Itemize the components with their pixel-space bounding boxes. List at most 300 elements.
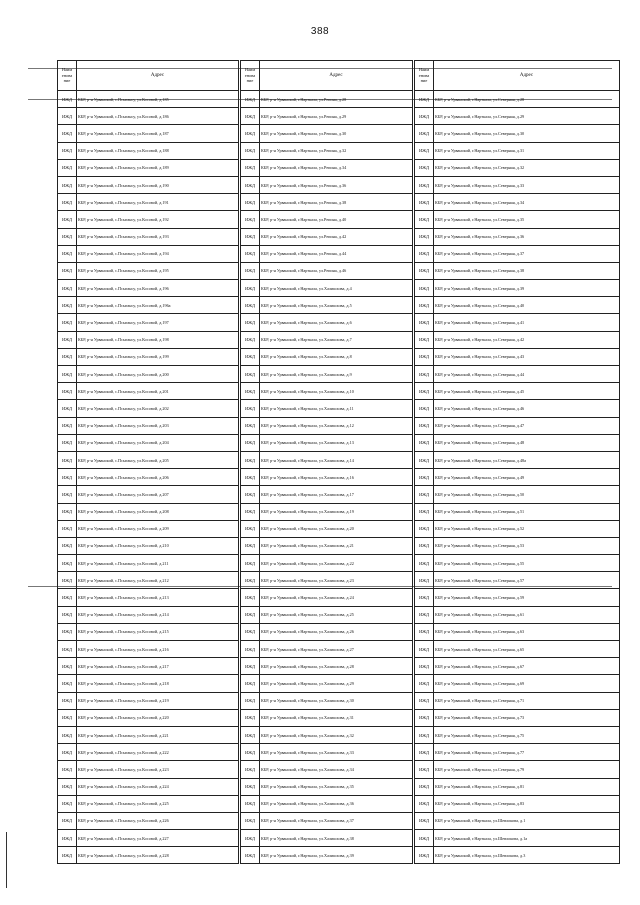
type-cell: ИЖД: [241, 555, 260, 572]
type-cell: ИЖД: [58, 469, 77, 486]
type-cell: ИЖД: [58, 176, 77, 193]
table-row: [58, 812, 239, 829]
address-cell: КБР, р-н Урванский, г.Нарткала, ул.Северная, д.67: [434, 658, 620, 675]
type-cell: ИЖД: [241, 228, 260, 245]
table-row: [241, 417, 413, 434]
address-cell: КБР, р-н Урванский, г.Нарткала, ул.Репина, д.46: [260, 262, 413, 279]
address-cell: КБР, р-н Урванский, с.Псыгансу, ул.Косовой, д.203: [77, 417, 239, 434]
type-cell: ИЖД: [415, 761, 434, 778]
address-cell: КБР, р-н Урванский, г.Нарткала, ул.Халишхова, д.6: [260, 314, 413, 331]
address-cell: КБР, р-н Урванский, г.Нарткала, ул.Халишхова, д.31: [260, 709, 413, 726]
address-cell: КБР, р-н Урванский, с.Псыгансу, ул.Косовой, д.186: [77, 108, 239, 125]
address-cell: КБР, р-н Урванский, с.Псыгансу, ул.Косовой, д.222: [77, 744, 239, 761]
address-cell: КБР, р-н Урванский, с.Псыгансу, ул.Косовой, д.214: [77, 606, 239, 623]
table-row: [415, 830, 620, 847]
type-cell: ИЖД: [58, 280, 77, 297]
address-cell: КБР, р-н Урванский, г.Нарткала, ул.Халишхова, д.32: [260, 726, 413, 743]
address-cell: КБР, р-н Урванский, с.Псыгансу, ул.Косовой, д.195: [77, 262, 239, 279]
address-cell: КБР, р-н Урванский, с.Псыгансу, ул.Косовой, д.226: [77, 812, 239, 829]
address-tables: [57, 60, 620, 860]
type-cell: ИЖД: [415, 176, 434, 193]
type-cell: ИЖД: [415, 383, 434, 400]
address-table-1: [57, 60, 239, 864]
address-cell: КБР, р-н Урванский, г.Нарткала, ул.Северная, д.49: [434, 469, 620, 486]
type-cell: ИЖД: [58, 709, 77, 726]
table-row: [241, 692, 413, 709]
type-cell: ИЖД: [58, 91, 77, 108]
address-cell: КБР, р-н Урванский, г.Нарткала, ул.Северная, д.41: [434, 314, 620, 331]
address-cell: КБР, р-н Урванский, с.Псыгансу, ул.Косовой, д.224: [77, 778, 239, 795]
type-cell: ИЖД: [415, 469, 434, 486]
table-row: [58, 726, 239, 743]
table-row: [415, 692, 620, 709]
type-cell: ИЖД: [241, 675, 260, 692]
table-row: [415, 434, 620, 451]
table-row: [58, 555, 239, 572]
address-cell: КБР, р-н Урванский, с.Псыгансу, ул.Косовой, д.217: [77, 658, 239, 675]
address-cell: КБР, р-н Урванский, с.Псыгансу, ул.Косовой, д.190: [77, 176, 239, 193]
table-row: [241, 795, 413, 812]
table-header-row: [241, 61, 413, 91]
type-cell: ИЖД: [241, 176, 260, 193]
type-cell: ИЖД: [241, 641, 260, 658]
table-row: [415, 778, 620, 795]
type-cell: ИЖД: [58, 830, 77, 847]
type-cell: ИЖД: [415, 194, 434, 211]
table-row: [415, 812, 620, 829]
type-cell: ИЖД: [415, 262, 434, 279]
type-cell: ИЖД: [241, 503, 260, 520]
table-row: [415, 469, 620, 486]
table-row: [241, 142, 413, 159]
type-cell: ИЖД: [58, 348, 77, 365]
address-cell: КБР, р-н Урванский, г.Нарткала, ул.Северная, д.50: [434, 486, 620, 503]
type-cell: ИЖД: [241, 726, 260, 743]
table-row: [415, 761, 620, 778]
type-cell: ИЖД: [241, 709, 260, 726]
address-cell: КБР, р-н Урванский, г.Нарткала, ул.Северная, д.83: [434, 795, 620, 812]
table-row: [415, 641, 620, 658]
address-cell: КБР, р-н Урванский, г.Нарткала, ул.Северная, д.39: [434, 280, 620, 297]
type-cell: ИЖД: [415, 812, 434, 829]
type-cell: ИЖД: [58, 314, 77, 331]
type-cell: ИЖД: [415, 726, 434, 743]
table-row: [415, 262, 620, 279]
type-cell: ИЖД: [415, 108, 434, 125]
type-cell: ИЖД: [58, 726, 77, 743]
address-cell: КБР, р-н Урванский, г.Нарткала, ул.Халишхова, д.10: [260, 383, 413, 400]
address-cell: КБР, р-н Урванский, с.Псыгансу, ул.Косовой, д.206: [77, 469, 239, 486]
address-cell: КБР, р-н Урванский, г.Нарткала, ул.Халишхова, д.7: [260, 331, 413, 348]
address-cell: КБР, р-н Урванский, г.Нарткала, ул.Репина, д.28: [260, 91, 413, 108]
table-row: [58, 641, 239, 658]
table-row: [241, 847, 413, 864]
table-row: [241, 383, 413, 400]
type-cell: ИЖД: [241, 744, 260, 761]
table-row: [58, 503, 239, 520]
table-row: [58, 228, 239, 245]
table-row: [415, 589, 620, 606]
type-cell: ИЖД: [58, 537, 77, 554]
type-cell: ИЖД: [415, 830, 434, 847]
type-cell: ИЖД: [58, 125, 77, 142]
address-cell: КБР, р-н Урванский, г.Нарткала, ул.Халишхова, д.38: [260, 830, 413, 847]
type-cell: ИЖД: [241, 830, 260, 847]
table-row: [241, 108, 413, 125]
type-cell: ИЖД: [415, 606, 434, 623]
address-cell: КБР, р-н Урванский, г.Нарткала, ул.Репина, д.42: [260, 228, 413, 245]
type-cell: ИЖД: [241, 692, 260, 709]
table-row: [415, 400, 620, 417]
address-cell: КБР, р-н Урванский, г.Нарткала, ул.Северная, д.55: [434, 555, 620, 572]
type-cell: ИЖД: [58, 417, 77, 434]
address-cell: КБР, р-н Урванский, с.Псыгансу, ул.Косовой, д.204: [77, 434, 239, 451]
table-row: [58, 606, 239, 623]
type-cell: ИЖД: [241, 108, 260, 125]
type-cell: ИЖД: [241, 91, 260, 108]
table-row: [415, 125, 620, 142]
type-cell: ИЖД: [415, 675, 434, 692]
address-cell: КБР, р-н Урванский, г.Нарткала, ул.Северная, д.52: [434, 520, 620, 537]
address-cell: КБР, р-н Урванский, с.Псыгансу, ул.Косовой, д.208: [77, 503, 239, 520]
table-row: [58, 520, 239, 537]
table-row: [58, 451, 239, 468]
type-cell: ИЖД: [241, 778, 260, 795]
address-column-header: Адрес: [434, 61, 620, 91]
address-column-header: Адрес: [77, 61, 239, 91]
table-row: [241, 245, 413, 262]
table-row: [58, 486, 239, 503]
address-cell: КБР, р-н Урванский, г.Нарткала, ул.Северная, д.48а: [434, 451, 620, 468]
address-cell: КБР, р-н Урванский, г.Нарткала, ул.Северная, д.40: [434, 297, 620, 314]
table-row: [58, 297, 239, 314]
address-cell: КБР, р-н Урванский, г.Нарткала, ул.Северная, д.71: [434, 692, 620, 709]
address-cell: КБР, р-н Урванский, г.Нарткала, ул.Халишхова, д.34: [260, 761, 413, 778]
address-cell: КБР, р-н Урванский, г.Нарткала, ул.Северная, д.65: [434, 641, 620, 658]
type-cell: ИЖД: [58, 520, 77, 537]
address-cell: КБР, р-н Урванский, с.Псыгансу, ул.Косовой, д.228: [77, 847, 239, 864]
type-cell: ИЖД: [58, 744, 77, 761]
table-row: [58, 194, 239, 211]
table-row: [58, 211, 239, 228]
type-cell: ИЖД: [415, 400, 434, 417]
address-cell: КБР, р-н Урванский, г.Нарткала, ул.Северная, д.46: [434, 400, 620, 417]
type-cell: ИЖД: [58, 572, 77, 589]
table-row: [241, 812, 413, 829]
type-cell: ИЖД: [415, 331, 434, 348]
type-cell: ИЖД: [241, 194, 260, 211]
type-cell: ИЖД: [241, 417, 260, 434]
address-cell: КБР, р-н Урванский, г.Нарткала, ул.Северная, д.38: [434, 262, 620, 279]
type-cell: ИЖД: [241, 658, 260, 675]
table-row: [58, 675, 239, 692]
type-cell: ИЖД: [58, 555, 77, 572]
address-cell: КБР, р-н Урванский, г.Нарткала, ул.Халишхова, д.19: [260, 503, 413, 520]
address-cell: КБР, р-н Урванский, г.Нарткала, ул.Шевлокова, д.3: [434, 847, 620, 864]
address-cell: КБР, р-н Урванский, г.Нарткала, ул.Шевлокова, д.1а: [434, 830, 620, 847]
address-cell: КБР, р-н Урванский, г.Нарткала, ул.Северная, д.47: [434, 417, 620, 434]
type-cell: ИЖД: [58, 142, 77, 159]
table-row: [58, 383, 239, 400]
address-cell: КБР, р-н Урванский, г.Нарткала, ул.Северная, д.73: [434, 709, 620, 726]
table-row: [415, 194, 620, 211]
address-cell: КБР, р-н Урванский, г.Нарткала, ул.Северная, д.63: [434, 623, 620, 640]
address-cell: КБР, р-н Урванский, с.Псыгансу, ул.Косовой, д.192: [77, 211, 239, 228]
table-row: [415, 297, 620, 314]
type-cell: ИЖД: [58, 658, 77, 675]
table-row: [241, 194, 413, 211]
address-cell: КБР, р-н Урванский, г.Нарткала, ул.Халишхова, д.36: [260, 795, 413, 812]
address-cell: КБР, р-н Урванский, г.Нарткала, ул.Северная, д.30: [434, 125, 620, 142]
table-row: [241, 641, 413, 658]
address-cell: КБР, р-н Урванский, с.Псыгансу, ул.Косовой, д.207: [77, 486, 239, 503]
table-row: [241, 589, 413, 606]
table-row: [241, 348, 413, 365]
address-cell: КБР, р-н Урванский, с.Псыгансу, ул.Косовой, д.196: [77, 280, 239, 297]
table-row: [241, 400, 413, 417]
type-cell: ИЖД: [415, 795, 434, 812]
address-cell: КБР, р-н Урванский, с.Псыгансу, ул.Косовой, д.198: [77, 331, 239, 348]
table-row: [241, 331, 413, 348]
table-row: [241, 520, 413, 537]
type-cell: ИЖД: [415, 91, 434, 108]
table-row: [415, 245, 620, 262]
address-cell: КБР, р-н Урванский, г.Нарткала, ул.Северная, д.28: [434, 91, 620, 108]
address-cell: КБР, р-н Урванский, г.Нарткала, ул.Халишхова, д.33: [260, 744, 413, 761]
table-row: [58, 314, 239, 331]
table-row: [58, 108, 239, 125]
table-row: [415, 744, 620, 761]
type-cell: ИЖД: [241, 331, 260, 348]
type-cell: ИЖД: [415, 348, 434, 365]
type-cell: ИЖД: [58, 641, 77, 658]
type-cell: ИЖД: [415, 451, 434, 468]
type-cell: ИЖД: [58, 589, 77, 606]
table-row: [58, 91, 239, 108]
page-number: 388: [310, 26, 330, 37]
type-cell: ИЖД: [58, 486, 77, 503]
type-cell: ИЖД: [415, 589, 434, 606]
address-cell: КБР, р-н Урванский, г.Нарткала, ул.Репина, д.40: [260, 211, 413, 228]
table-header-row: [415, 61, 620, 91]
address-cell: КБР, р-н Урванский, г.Нарткала, ул.Халишхова, д.5: [260, 297, 413, 314]
type-cell: ИЖД: [415, 572, 434, 589]
address-column-header: Адрес: [260, 61, 413, 91]
address-cell: КБР, р-н Урванский, с.Псыгансу, ул.Косовой, д.196а: [77, 297, 239, 314]
address-cell: КБР, р-н Урванский, г.Нарткала, ул.Халишхова, д.24: [260, 589, 413, 606]
table-row: [58, 537, 239, 554]
address-cell: КБР, р-н Урванский, г.Нарткала, ул.Халишхова, д.14: [260, 451, 413, 468]
type-cell: ИЖД: [415, 159, 434, 176]
table-row: [58, 469, 239, 486]
address-cell: КБР, р-н Урванский, г.Нарткала, ул.Северная, д.81: [434, 778, 620, 795]
type-cell: ИЖД: [415, 778, 434, 795]
type-cell: ИЖД: [58, 761, 77, 778]
table-row: [415, 486, 620, 503]
address-cell: КБР, р-н Урванский, г.Нарткала, ул.Северная, д.57: [434, 572, 620, 589]
type-cell: ИЖД: [415, 537, 434, 554]
table-row: [241, 469, 413, 486]
table-row: [241, 761, 413, 778]
address-cell: КБР, р-н Урванский, с.Псыгансу, ул.Косовой, д.219: [77, 692, 239, 709]
type-cell: ИЖД: [415, 555, 434, 572]
type-cell: ИЖД: [58, 211, 77, 228]
address-cell: КБР, р-н Урванский, с.Псыгансу, ул.Косовой, д.199: [77, 348, 239, 365]
table-row: [58, 262, 239, 279]
type-column-header: Наим енова ние: [58, 61, 77, 91]
type-cell: ИЖД: [415, 847, 434, 864]
table-row: [415, 623, 620, 640]
table-row: [415, 159, 620, 176]
address-cell: КБР, р-н Урванский, г.Нарткала, ул.Халишхова, д.4: [260, 280, 413, 297]
address-cell: КБР, р-н Урванский, г.Нарткала, ул.Северная, д.34: [434, 194, 620, 211]
table-row: [241, 744, 413, 761]
address-cell: КБР, р-н Урванский, г.Нарткала, ул.Халишхова, д.35: [260, 778, 413, 795]
type-cell: ИЖД: [241, 434, 260, 451]
type-cell: ИЖД: [241, 572, 260, 589]
table-row: [241, 176, 413, 193]
address-table-2: [240, 60, 413, 864]
type-cell: ИЖД: [58, 623, 77, 640]
table-row: [58, 847, 239, 864]
type-cell: ИЖД: [58, 108, 77, 125]
address-cell: КБР, р-н Урванский, г.Нарткала, ул.Северная, д.36: [434, 228, 620, 245]
address-cell: КБР, р-н Урванский, с.Псыгансу, ул.Косовой, д.191: [77, 194, 239, 211]
table-row: [241, 572, 413, 589]
address-table-3: [414, 60, 620, 864]
address-cell: КБР, р-н Урванский, г.Нарткала, ул.Халишхова, д.17: [260, 486, 413, 503]
address-cell: КБР, р-н Урванский, г.Нарткала, ул.Халишхова, д.28: [260, 658, 413, 675]
address-cell: КБР, р-н Урванский, г.Нарткала, ул.Халишхова, д.16: [260, 469, 413, 486]
address-cell: КБР, р-н Урванский, г.Нарткала, ул.Халишхова, д.11: [260, 400, 413, 417]
type-cell: ИЖД: [241, 795, 260, 812]
table-row: [58, 623, 239, 640]
address-cell: КБР, р-н Урванский, г.Нарткала, ул.Халишхова, д.27: [260, 641, 413, 658]
table-row: [415, 91, 620, 108]
type-column-header: Наим енова ние: [241, 61, 260, 91]
address-cell: КБР, р-н Урванский, г.Нарткала, ул.Северная, д.29: [434, 108, 620, 125]
type-cell: ИЖД: [241, 366, 260, 383]
address-cell: КБР, р-н Урванский, с.Псыгансу, ул.Косовой, д.211: [77, 555, 239, 572]
address-cell: КБР, р-н Урванский, г.Нарткала, ул.Халишхова, д.26: [260, 623, 413, 640]
type-cell: ИЖД: [241, 537, 260, 554]
type-cell: ИЖД: [241, 383, 260, 400]
address-cell: КБР, р-н Урванский, г.Нарткала, ул.Халишхова, д.29: [260, 675, 413, 692]
type-cell: ИЖД: [241, 812, 260, 829]
type-cell: ИЖД: [58, 245, 77, 262]
address-cell: КБР, р-н Урванский, г.Нарткала, ул.Халишхова, д.25: [260, 606, 413, 623]
type-cell: ИЖД: [58, 778, 77, 795]
table-row: [241, 211, 413, 228]
table-row: [241, 451, 413, 468]
type-cell: ИЖД: [241, 280, 260, 297]
table-row: [415, 211, 620, 228]
address-cell: КБР, р-н Урванский, с.Псыгансу, ул.Косовой, д.194: [77, 245, 239, 262]
type-cell: ИЖД: [58, 675, 77, 692]
table-row: [58, 761, 239, 778]
address-cell: КБР, р-н Урванский, г.Нарткала, ул.Северная, д.77: [434, 744, 620, 761]
type-cell: ИЖД: [415, 709, 434, 726]
table-row: [415, 675, 620, 692]
address-cell: КБР, р-н Урванский, с.Псыгансу, ул.Косовой, д.215: [77, 623, 239, 640]
address-cell: КБР, р-н Урванский, г.Нарткала, ул.Северная, д.32: [434, 159, 620, 176]
table-row: [415, 331, 620, 348]
address-cell: КБР, р-н Урванский, с.Псыгансу, ул.Косовой, д.218: [77, 675, 239, 692]
table-row: [415, 503, 620, 520]
address-cell: КБР, р-н Урванский, г.Нарткала, ул.Репина, д.34: [260, 159, 413, 176]
type-cell: ИЖД: [241, 245, 260, 262]
type-cell: ИЖД: [241, 469, 260, 486]
table-row: [241, 228, 413, 245]
table-row: [58, 692, 239, 709]
type-cell: ИЖД: [415, 658, 434, 675]
table-row: [415, 726, 620, 743]
table-row: [241, 606, 413, 623]
address-cell: КБР, р-н Урванский, г.Нарткала, ул.Северная, д.61: [434, 606, 620, 623]
type-cell: ИЖД: [58, 383, 77, 400]
table-row: [415, 520, 620, 537]
table-row: [241, 159, 413, 176]
type-cell: ИЖД: [58, 159, 77, 176]
address-cell: КБР, р-н Урванский, с.Псыгансу, ул.Косовой, д.225: [77, 795, 239, 812]
type-cell: ИЖД: [415, 314, 434, 331]
address-cell: КБР, р-н Урванский, г.Нарткала, ул.Северная, д.51: [434, 503, 620, 520]
table-row: [241, 830, 413, 847]
address-cell: КБР, р-н Урванский, г.Нарткала, ул.Репина, д.44: [260, 245, 413, 262]
address-cell: КБР, р-н Урванский, с.Псыгансу, ул.Косовой, д.187: [77, 125, 239, 142]
type-cell: ИЖД: [58, 262, 77, 279]
table-row: [415, 709, 620, 726]
table-row: [415, 572, 620, 589]
address-cell: КБР, р-н Урванский, г.Нарткала, ул.Репина, д.32: [260, 142, 413, 159]
address-cell: КБР, р-н Урванский, с.Псыгансу, ул.Косовой, д.213: [77, 589, 239, 606]
address-cell: КБР, р-н Урванский, с.Псыгансу, ул.Косовой, д.209: [77, 520, 239, 537]
table-row: [415, 314, 620, 331]
table-row: [415, 348, 620, 365]
table-row: [241, 537, 413, 554]
type-cell: ИЖД: [58, 503, 77, 520]
table-row: [241, 262, 413, 279]
table-row: [58, 280, 239, 297]
table-row: [241, 675, 413, 692]
type-cell: ИЖД: [241, 159, 260, 176]
address-cell: КБР, р-н Урванский, с.Псыгансу, ул.Косовой, д.193: [77, 228, 239, 245]
address-cell: КБР, р-н Урванский, г.Нарткала, ул.Северная, д.53: [434, 537, 620, 554]
type-cell: ИЖД: [58, 194, 77, 211]
type-cell: ИЖД: [415, 486, 434, 503]
table-row: [58, 572, 239, 589]
table-row: [241, 125, 413, 142]
table-row: [58, 245, 239, 262]
table-row: [415, 658, 620, 675]
type-cell: ИЖД: [241, 262, 260, 279]
type-cell: ИЖД: [241, 125, 260, 142]
table-row: [58, 366, 239, 383]
address-cell: КБР, р-н Урванский, г.Нарткала, ул.Халишхова, д.30: [260, 692, 413, 709]
address-cell: КБР, р-н Урванский, г.Нарткала, ул.Халишхова, д.23: [260, 572, 413, 589]
type-cell: ИЖД: [241, 606, 260, 623]
type-cell: ИЖД: [58, 400, 77, 417]
type-cell: ИЖД: [415, 366, 434, 383]
type-cell: ИЖД: [241, 623, 260, 640]
table-row: [415, 847, 620, 864]
address-cell: КБР, р-н Урванский, г.Нарткала, ул.Северная, д.33: [434, 176, 620, 193]
address-cell: КБР, р-н Урванский, с.Псыгансу, ул.Косовой, д.221: [77, 726, 239, 743]
type-cell: ИЖД: [415, 417, 434, 434]
table-row: [58, 434, 239, 451]
type-cell: ИЖД: [415, 211, 434, 228]
address-cell: КБР, р-н Урванский, г.Нарткала, ул.Северная, д.44: [434, 366, 620, 383]
